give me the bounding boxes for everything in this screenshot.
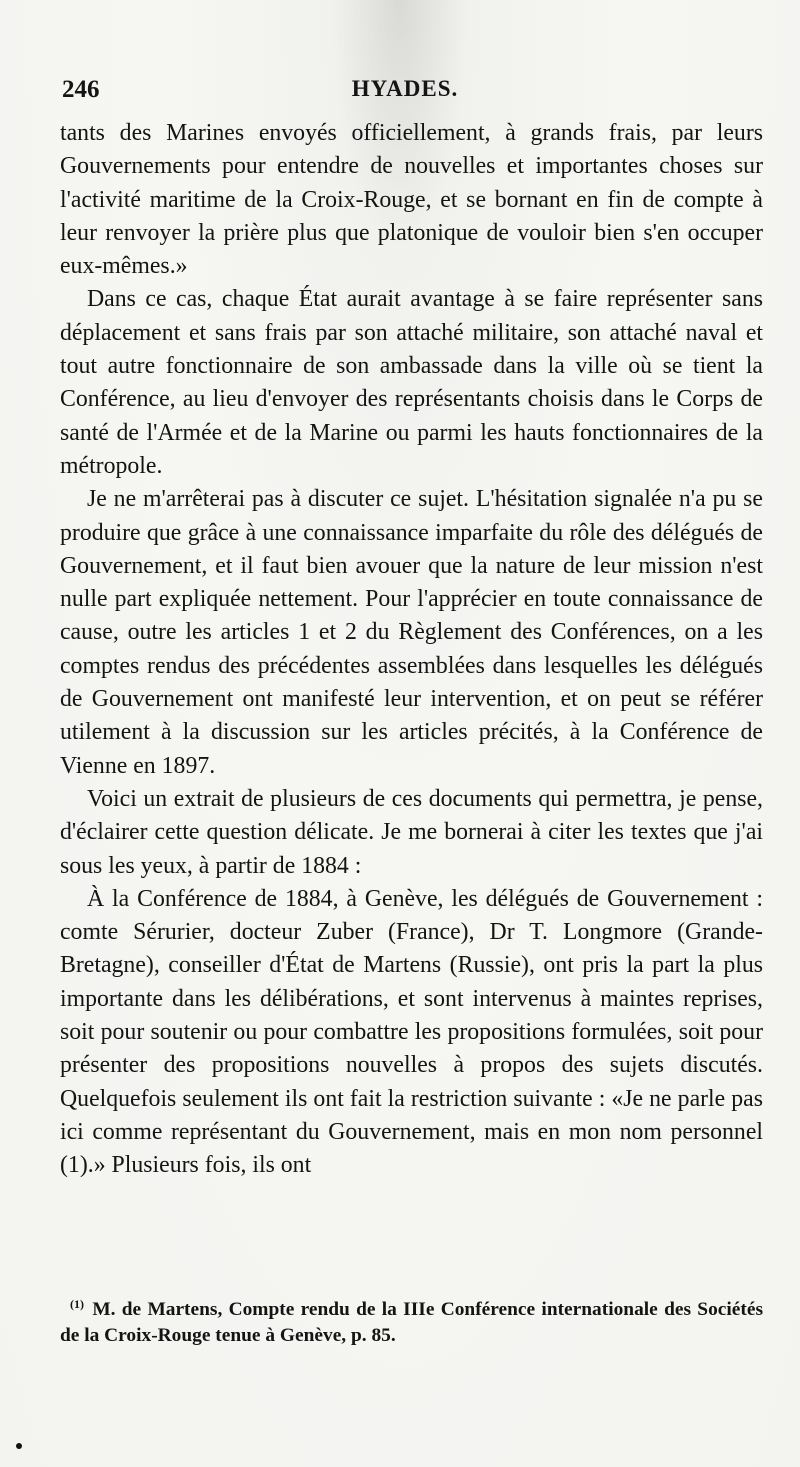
page-number: 246 <box>62 76 100 103</box>
paragraph-extract-intro: Voici un extrait de plusieurs de ces documents qui permettra, je pense, d'éclairer cette question délicate. Je me bornerai à citer les textes que j'ai sous les yeux, à partir de 1884 : <box>60 785 763 879</box>
footnote <box>60 1297 763 1349</box>
paragraph-representation: Dans ce cas, chaque État aurait avantage à se faire représenter sans déplacement et sans frais par son attaché militaire, son attaché naval et tout autre fonctionnaire de son ambassade dans la ville où se tient la Conférence, au lieu d'envoyer des représentants choisis dans le Corps de santé de l'Armée et de la Marine ou parmi les hauts fonctionnaires de la métropole. <box>60 286 763 479</box>
running-title: HYADES. <box>351 76 459 101</box>
footnote-marker: (1) <box>70 1296 84 1311</box>
paragraph-continuation: tants des Marines envoyés officiellement, à grands frais, par leurs Gouvernements pour entendre de nouvelles et importantes choses sur l'activité maritime de la Croix-Rouge, et se bornant en fin de compte à leur renvoyer la prière plus que platonique de vouloir bien s'en occuper eux-mêmes.» <box>60 120 763 280</box>
paragraph-hesitation: Je ne m'arrêterai pas à discuter ce sujet. L'hésitation signalée n'a pu se produire que grâce à une connaissance imparfaite du rôle des délégués de Gouvernement, et il faut bien avouer que la nature de leur mission n'est nulle part expliquée nettement. Pour l'apprécier en toute connaissance de cause, outre les articles 1 et 2 du Règlement des Conférences, on a les comptes rendus des précédentes assemblées dans lesquelles les délégués de Gouvernement ont manifesté leur intervention, et on peut se référer utilement à la discussion sur les articles précités, à la Conférence de Vienne en 1897. <box>60 486 763 779</box>
paragraph-conference-1884: À la Conférence de 1884, à Genève, les délégués de Gouvernement : comte Sérurier, docteur Zuber (France), Dr T. Longmore (Grande-Bretagne), conseiller d'État de Martens (Russie), ont pris la part la plus importante dans les délibérations, et sont intervenus à maintes reprises, soit pour soutenir ou pour combattre les propositions formulées, soit pour présenter des propositions nouvelles à propos des sujets discutés. Quelquefois seulement ils ont fait la restriction suivante : «Je ne parle pas ici comme représentant du Gouvernement, mais en mon nom personnel (1).» Plusieurs fois, ils ont <box>60 885 763 1179</box>
body-text <box>60 117 763 1183</box>
ink-speck <box>16 1443 22 1449</box>
footnote-text: M. de Martens, Compte rendu de la IIIe Conférence internationale des Sociétés de la Croix-Rouge tenue à Genève, p. 85. <box>60 1299 763 1346</box>
running-head <box>60 76 750 112</box>
